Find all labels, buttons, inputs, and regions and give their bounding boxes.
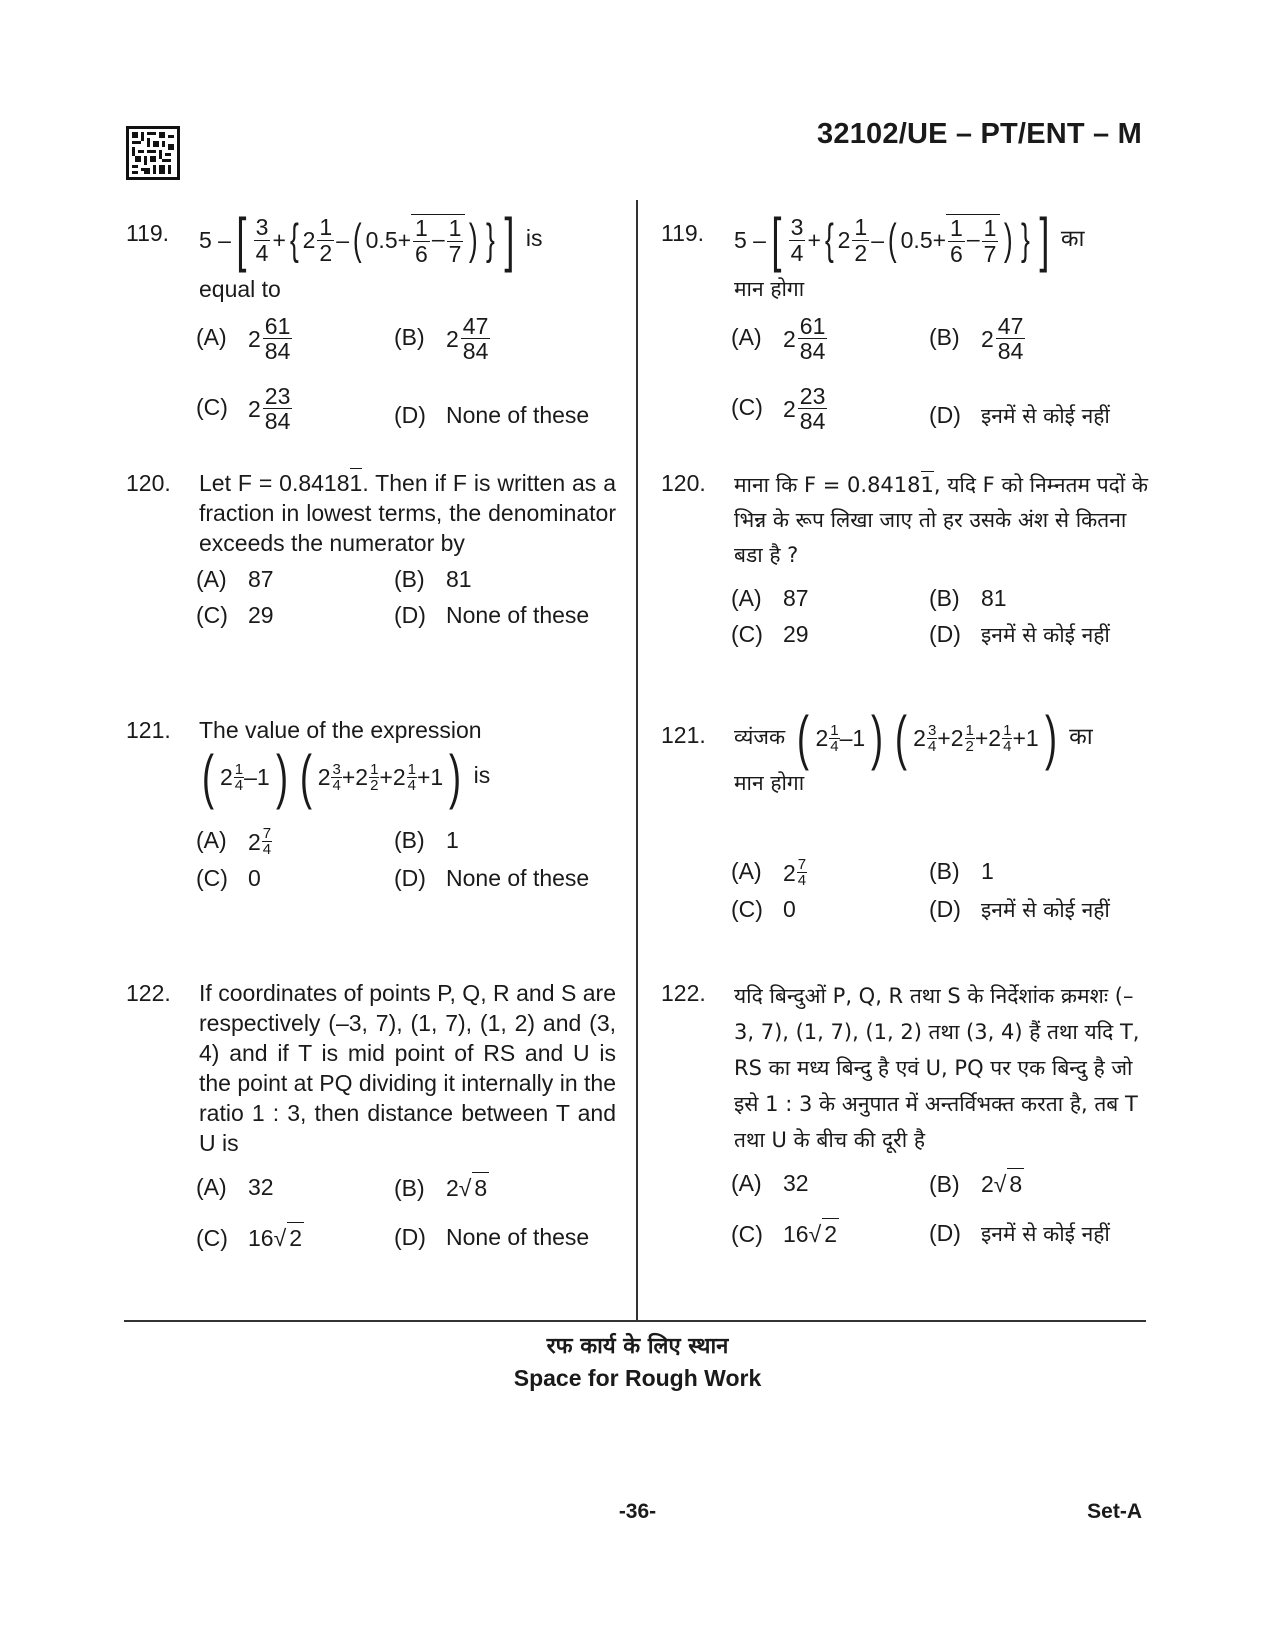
- option-a[interactable]: (A) 2 $\frac{61}{84}$: [196, 313, 291, 365]
- option-a[interactable]: (A) 32: [196, 1174, 274, 1200]
- question-text: मान होगा: [734, 771, 805, 795]
- option-d[interactable]: (D) इनमें से कोई नहीं: [929, 402, 1110, 428]
- option-d[interactable]: (D) None of these: [394, 1224, 590, 1250]
- question-expression: व्यंजक ( 2 1 4 –1 ) ( 2 3 4 +2 1 2 +2 1 4 +1 ) का: [734, 704, 1093, 771]
- options-row-1: [731, 310, 1151, 384]
- question-number: 119.: [661, 220, 705, 246]
- question-text: Let F = 0.84181. Then if F is written as a fraction in lowest terms, the denominator exceeds the numerator by: [199, 470, 616, 556]
- question-120-en: [126, 468, 616, 640]
- question-number: 122.: [126, 980, 171, 1006]
- options-row-2: [731, 1218, 1151, 1258]
- question-text: यदि बिन्दुओं P, Q, R तथा S के निर्देशांक क्रमशः (–3, 7), (1, 7), (1, 2) तथा (3, 4) हैं तथा यदि T, RS का मध्य बिन्दु है एवं U, PQ पर एक बिन्दु है जो इसे 1 : 3 के अनुपात में अन्तर्विभक्त करता है, तब T तथा U के बीच की दूरी है: [734, 984, 1140, 1152]
- question-expression: 5 – [ $\frac{3}{4}$ + { 2 $\frac{1}{2}$ – ( 0.5+ $\frac{1}{6}$ – $\frac{1}{7}$ ) } ] का: [734, 206, 1085, 273]
- option-d[interactable]: (D) इनमें से कोई नहीं: [929, 621, 1110, 647]
- question-number: 120.: [126, 470, 171, 496]
- option-d[interactable]: (D) None of these: [394, 865, 590, 891]
- option-b[interactable]: (B) 1: [929, 858, 994, 884]
- question-122-en: [126, 978, 616, 1262]
- option-c[interactable]: (C) 16√ 2: [196, 1222, 304, 1253]
- option-d[interactable]: (D) None of these: [394, 402, 590, 428]
- question-number: 119.: [126, 220, 170, 246]
- column-divider: [636, 200, 638, 1320]
- options-row-2: [196, 1222, 616, 1262]
- question-121-hi: [661, 704, 1151, 934]
- option-d[interactable]: (D) इनमें से कोई नहीं: [929, 1220, 1110, 1246]
- option-b[interactable]: (B) 2√ 8: [394, 1172, 489, 1203]
- question-expression: ( 2 1 4 –1 ) ( 2 3 4 +2 1 2 +2 1 4 +1 ) is: [201, 743, 491, 810]
- question-suffix: का: [1060, 226, 1085, 253]
- question-expression: 5 – [ $\frac{3}{4}$ + { 2 $\frac{1}{2}$ – ( 0.5+ $\frac{1}{6}$ – $\frac{1}{7}$ ) } ] is: [199, 206, 543, 273]
- rough-work-label: Space for Rough Work: [513, 1365, 762, 1391]
- option-a[interactable]: (A) 2 7 4: [731, 856, 807, 890]
- paper-code: 32102/UE – PT/ENT – M: [817, 118, 1142, 150]
- question-suffix: is: [525, 225, 543, 252]
- question-text: माना कि F = 0.84181, यदि F को निम्नतम पदों के भिन्न के रूप लिखा जाए तो हर उसके अंश से कितना बडा है ?: [734, 473, 1149, 567]
- rough-work-label-hindi: रफ कार्य के लिए स्थान: [546, 1334, 729, 1359]
- options-row-1: [731, 856, 1151, 894]
- question-number: 121.: [126, 717, 171, 743]
- option-c[interactable]: (C) 29: [196, 602, 274, 628]
- options-row-2: [731, 619, 1151, 659]
- question-119-en: [126, 206, 616, 454]
- options-row-1: [196, 825, 616, 863]
- question-119-hi: [661, 206, 1151, 454]
- question-number: 120.: [661, 470, 706, 496]
- question-text: मान होगा: [734, 277, 805, 301]
- set-label: Set-A: [1087, 1500, 1142, 1523]
- question-120-hi: [661, 468, 1151, 659]
- option-b[interactable]: (B) 1: [394, 827, 459, 853]
- options-row-1: [731, 583, 1151, 619]
- question-suffix: is: [473, 762, 491, 789]
- option-c[interactable]: (C) 16√ 2: [731, 1218, 839, 1249]
- qr-code-image: [126, 126, 180, 180]
- option-c[interactable]: (C) 29: [731, 621, 809, 647]
- question-prefix: व्यंजक: [734, 725, 786, 750]
- option-a[interactable]: (A) 87: [196, 566, 274, 592]
- question-suffix: का: [1069, 724, 1093, 751]
- options-row-1: [196, 1172, 616, 1222]
- page-number: -36-: [618, 1500, 657, 1523]
- question-121-en: [126, 715, 616, 903]
- question-text: The value of the expression: [199, 717, 482, 743]
- option-c[interactable]: (C) 0: [731, 896, 796, 922]
- options-row-2: [731, 894, 1151, 934]
- bottom-rule: [124, 1320, 1146, 1322]
- option-c[interactable]: (C) 2 $\frac{23}{84}$: [196, 383, 291, 435]
- question-number: 122.: [661, 980, 706, 1006]
- option-b[interactable]: (B) 2 $\frac{47}{84}$: [394, 313, 489, 365]
- option-a[interactable]: (A) 32: [731, 1170, 809, 1196]
- question-122-hi: [661, 978, 1151, 1258]
- option-b[interactable]: (B) 81: [929, 585, 1007, 611]
- option-b[interactable]: (B) 2 $\frac{47}{84}$: [929, 313, 1024, 365]
- options-row-2: [731, 384, 1151, 454]
- options-row-1: [731, 1168, 1151, 1218]
- option-a[interactable]: (A) 87: [731, 585, 809, 611]
- options-row-2: [196, 384, 616, 454]
- options-row-2: [196, 863, 616, 903]
- question-text: equal to: [199, 276, 281, 302]
- option-d[interactable]: (D) None of these: [394, 602, 590, 628]
- option-c[interactable]: (C) 2 $\frac{23}{84}$: [731, 383, 826, 435]
- option-a[interactable]: (A) 2 7 4: [196, 825, 272, 859]
- options-row-1: [196, 564, 616, 600]
- option-b[interactable]: (B) 2√ 8: [929, 1168, 1024, 1199]
- option-b[interactable]: (B) 81: [394, 566, 472, 592]
- option-a[interactable]: (A) 2 $\frac{61}{84}$: [731, 313, 826, 365]
- question-number: 121.: [661, 722, 706, 748]
- option-d[interactable]: (D) इनमें से कोई नहीं: [929, 896, 1110, 922]
- option-c[interactable]: (C) 0: [196, 865, 261, 891]
- options-row-1: [196, 310, 616, 384]
- question-text: If coordinates of points P, Q, R and S are respectively (–3, 7), (1, 7), (1, 2) and (3, 4) and if T is mid point of RS and U is the point at PQ dividing it internally in the ratio 1 : 3, then distance between T and U is: [199, 980, 616, 1156]
- options-row-2: [196, 600, 616, 640]
